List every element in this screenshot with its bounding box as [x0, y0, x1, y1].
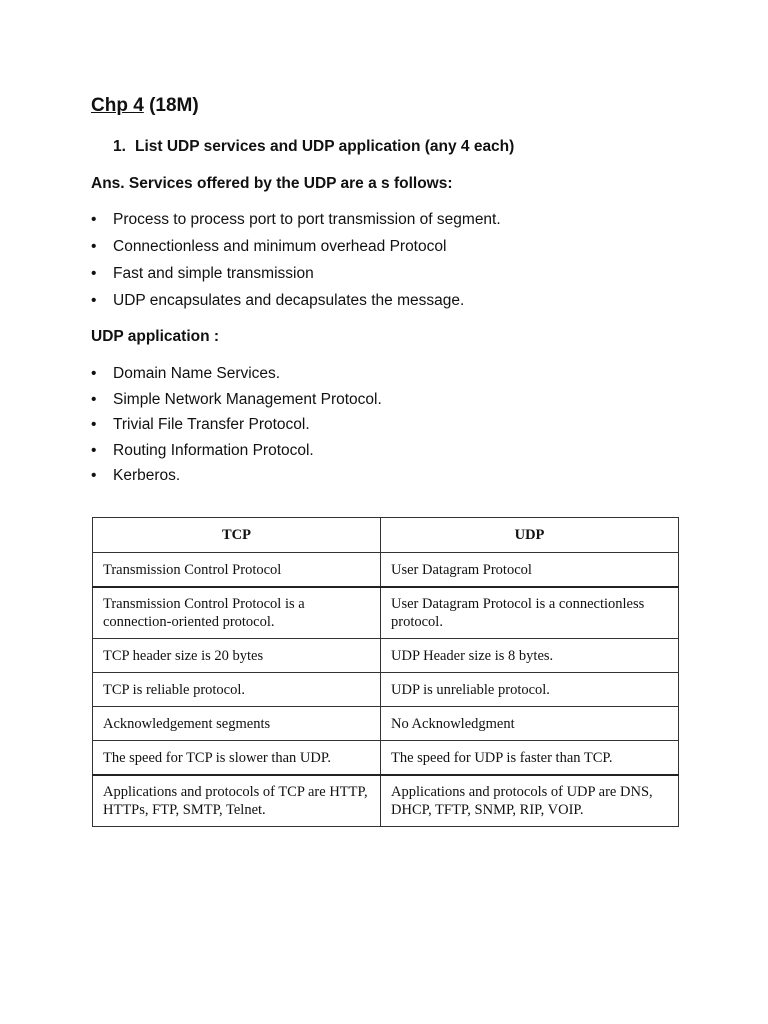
answer-title: Ans. Services offered by the UDP are a s follows: [91, 175, 453, 192]
table-cell: Applications and protocols of UDP are DNS, DHCP, TFTP, SNMP, RIP, VOIP. [381, 775, 679, 827]
table-cell: User Datagram Protocol [381, 553, 679, 588]
table-cell: UDP Header size is 8 bytes. [381, 639, 679, 673]
table-row [93, 775, 679, 827]
table-cell: TCP is reliable protocol. [93, 673, 381, 707]
list-item: • Domain Name Services. [91, 364, 382, 390]
column-header-tcp: TCP [93, 518, 381, 553]
chapter-marks: (18M) [149, 95, 199, 116]
table-cell: TCP header size is 20 bytes [93, 639, 381, 673]
table-row [93, 639, 679, 673]
table-cell: UDP is unreliable protocol. [381, 673, 679, 707]
chapter-heading [91, 95, 199, 117]
table-row [93, 741, 679, 776]
question-1 [113, 138, 514, 156]
applications-list [91, 364, 382, 492]
list-item: • Process to process port to port transmission of segment. [91, 210, 501, 237]
list-item: • Kerberos. [91, 466, 382, 492]
list-item: • Trivial File Transfer Protocol. [91, 415, 382, 441]
comparison-table-wrapper [92, 517, 678, 827]
table-cell: The speed for TCP is slower than UDP. [93, 741, 381, 776]
application-title: UDP application : [91, 328, 220, 345]
question-text: List UDP services and UDP application (any 4 each) [135, 138, 515, 155]
chapter-title: Chp 4 [91, 95, 144, 116]
table-header-row [93, 518, 679, 553]
list-item: • Simple Network Management Protocol. [91, 390, 382, 416]
table-cell: Transmission Control Protocol is a connection-oriented protocol. [93, 587, 381, 639]
table-row [93, 673, 679, 707]
table-cell: The speed for UDP is faster than TCP. [381, 741, 679, 776]
column-header-udp: UDP [381, 518, 679, 553]
tcp-udp-comparison-table [92, 517, 679, 827]
table-cell: User Datagram Protocol is a connectionless protocol. [381, 587, 679, 639]
list-item: • Routing Information Protocol. [91, 441, 382, 467]
table-row [93, 707, 679, 741]
question-number: 1. [113, 138, 126, 155]
table-row [93, 553, 679, 588]
services-list [91, 210, 501, 318]
table-cell: Transmission Control Protocol [93, 553, 381, 588]
table-cell: No Acknowledgment [381, 707, 679, 741]
list-item: • Fast and simple transmission [91, 264, 501, 291]
table-cell: Applications and protocols of TCP are HTTP, HTTPs, FTP, SMTP, Telnet. [93, 775, 381, 827]
list-item: • UDP encapsulates and decapsulates the message. [91, 291, 501, 318]
table-row [93, 587, 679, 639]
table-cell: Acknowledgement segments [93, 707, 381, 741]
list-item: • Connectionless and minimum overhead Protocol [91, 237, 501, 264]
